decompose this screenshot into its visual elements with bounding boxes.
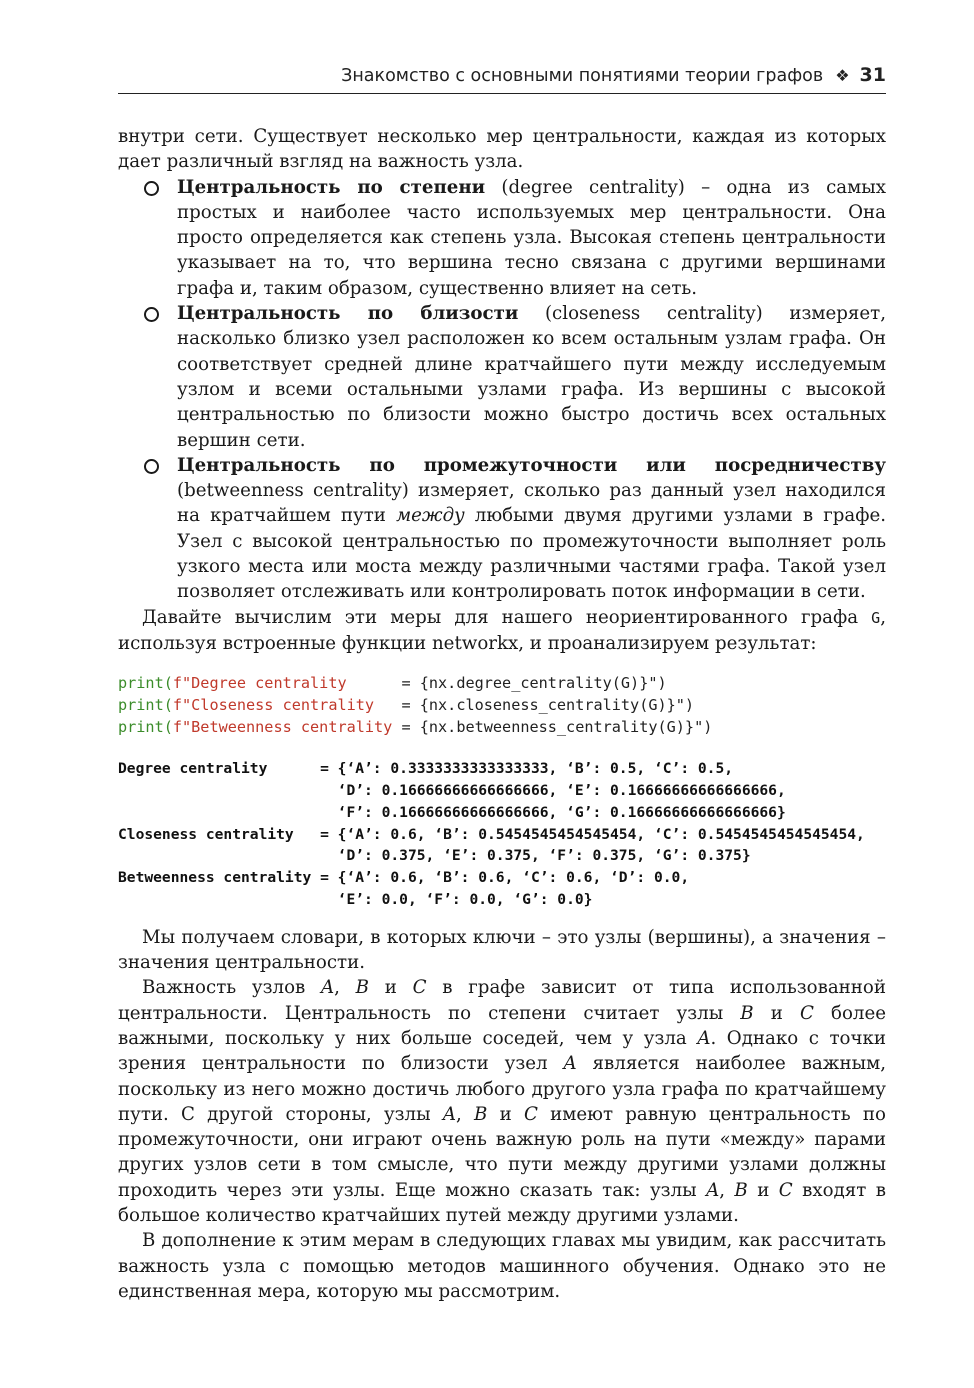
code-string: f"Closeness centrality (172, 696, 402, 715)
text-run: , (334, 977, 356, 999)
text-run: имеют равную центральность по промежуточности, они играют очень важную роль на пути «между» парами других узлов сети в том смысле, что пути между другими узлами должны проходить через эти узлы. Еще можно сказать так: узлы (118, 1103, 886, 1201)
final-paragraph: В дополнение к этим мерам в следующих главах мы увидим, как рассчитать важность узла с помощью методов машинного обучения. Однако это не единственная мера, которую мы рассмотрим. (118, 1230, 886, 1302)
compute-text-a: Давайте вычислим эти меры для нашего неориентированного графа (142, 606, 872, 628)
node-letter: C (523, 1103, 538, 1125)
desc-degree: (degree centrality) – одна из самых простых и наиболее часто используемых мер центральности. Она просто определяется как степень узла. Высокая степень центральности указывает на то, что вершина тесно связана с другими вершинами графа и, таким образом, существенно влияет на сеть. (177, 176, 886, 299)
compute-text-b: , используя встроенные функции networkx, и проанализируем результат: (118, 606, 886, 654)
centrality-list (118, 175, 886, 605)
code-fn: print( (118, 674, 173, 693)
list-item-betweenness (177, 453, 886, 605)
desc-betweenness-b: любыми двумя другими узлами в графе. Узел с высокой центральностью по промежуточности выполняет роль узкого места или моста между различными частями графа. Такой узел позволяет отслеживать или контролировать поток информации в сети. (177, 505, 887, 603)
code-fn: print( (118, 696, 173, 715)
code-block (118, 672, 886, 738)
dicts-paragraph: Мы получаем словари, в которых ключи – это узлы (вершины), а значения – значения центральности. (118, 926, 886, 974)
node-letter: A (697, 1028, 711, 1049)
desc-closeness: (closeness centrality) измеряет, насколько близко узел расположен ко всем остальным узлам графа. Он соответствует средней длине кратчайшего пути между исследуемым узлом и всеми остальными узлами графа. Из вершины с высокой центральностью по близости можно быстро достичь всех остальных вершин сети. (177, 303, 886, 451)
term-degree: Центральность по степени (177, 176, 486, 198)
text-run: и (369, 977, 413, 999)
bullet-circle-icon (144, 459, 159, 474)
chapter-title: Знакомство с основными понятиями теории графов (341, 66, 824, 86)
emphasis-between: между (396, 505, 465, 527)
code-string: f"Betweenness centrality (172, 718, 402, 737)
desc-betweenness-a: (betweenness centrality) измеряет, сколько раз данный узел находился на кратчайшем пути (177, 480, 886, 527)
running-header (118, 64, 886, 94)
node-letter: A (442, 1103, 456, 1125)
code-rest: = {nx.closeness_centrality(G)}") (401, 696, 695, 715)
code-rest: = {nx.betweenness_centrality(G)}") (401, 718, 713, 737)
node-letter: B (734, 1179, 748, 1201)
code-string: f"Degree centrality (172, 674, 402, 693)
text-run: и (753, 1002, 800, 1024)
text-run: является наиболее важным, поскольку из него можно достичь любого другого узла графа по кратчайшему пути. С другой стороны, узлы (118, 1053, 886, 1125)
importance-paragraph (118, 975, 886, 1228)
list-item-closeness (177, 301, 886, 453)
book-page (118, 64, 886, 1304)
page-number: 31 (859, 64, 886, 86)
code-line (118, 672, 886, 694)
node-letter: C (412, 977, 427, 999)
intro-paragraph: внутри сети. Существует несколько мер центральности, каждая из которых дает различный взгляд на важность узла. (118, 126, 886, 173)
term-betweenness: Центральность по промежуточности или посредничеству (177, 454, 886, 476)
bullet-circle-icon (144, 307, 159, 322)
text-run: и (747, 1179, 779, 1201)
text-run: в графе зависит от типа использованной центральности. Центральность по степени считает узлы (118, 977, 886, 1024)
term-closeness: Центральность по близости (177, 303, 519, 325)
code-rest: = {nx.degree_centrality(G)}") (401, 674, 667, 693)
node-letter: A (321, 977, 335, 999)
list-item-degree (177, 175, 886, 301)
inline-code-g: G (871, 608, 881, 627)
compute-paragraph (118, 605, 886, 657)
code-line (118, 694, 886, 716)
text-run: . Однако с точки зрения центральности по близости узел (118, 1028, 886, 1075)
code-output: Degree centrality = {‘A’: 0.3333333333333333, ‘B’: 0.5, ‘C’: 0.5, ‘D’: 0.16666666666666666, ‘E’: 0.16666666666666666, ‘F’: 0.16666666666666666, ‘G’: 0.16666666666666666} Closeness centrality = {‘A’: 0.6, ‘B’: 0.5454545454545454, ‘C’: 0.5454545454545454, ‘D’: 0.375, ‘E’: 0.375, ‘F’: 0.375, ‘G’: 0.375} Betweenness centrality = {‘A’: 0.6, ‘B’: 0.6, ‘C’: 0.6, ‘D’: 0.0, ‘E’: 0.0, ‘F’: 0.0, ‘G’: 0.0} (118, 760, 865, 909)
node-letter: C (778, 1179, 793, 1201)
node-letter: B (740, 1002, 754, 1024)
node-letter: C (800, 1002, 814, 1024)
text-run: , (455, 1103, 474, 1125)
text-run: более важными, поскольку у них больше соседей, чем у узла (118, 1002, 887, 1049)
text-run: и (487, 1103, 524, 1125)
node-letter: A (563, 1053, 577, 1075)
text-run: , (719, 1179, 735, 1201)
text-run: входят в большое количество кратчайших путей между другими узлами. (118, 1179, 887, 1227)
text-run: Важность узлов (142, 977, 321, 999)
code-fn: print( (118, 718, 173, 737)
code-line (118, 716, 886, 738)
diamond-separator-icon: ❖ (835, 66, 850, 85)
node-letter: B (473, 1103, 488, 1125)
bullet-circle-icon (144, 181, 159, 196)
node-letter: B (355, 977, 370, 999)
body-text (118, 124, 886, 1304)
node-letter: A (706, 1179, 720, 1201)
